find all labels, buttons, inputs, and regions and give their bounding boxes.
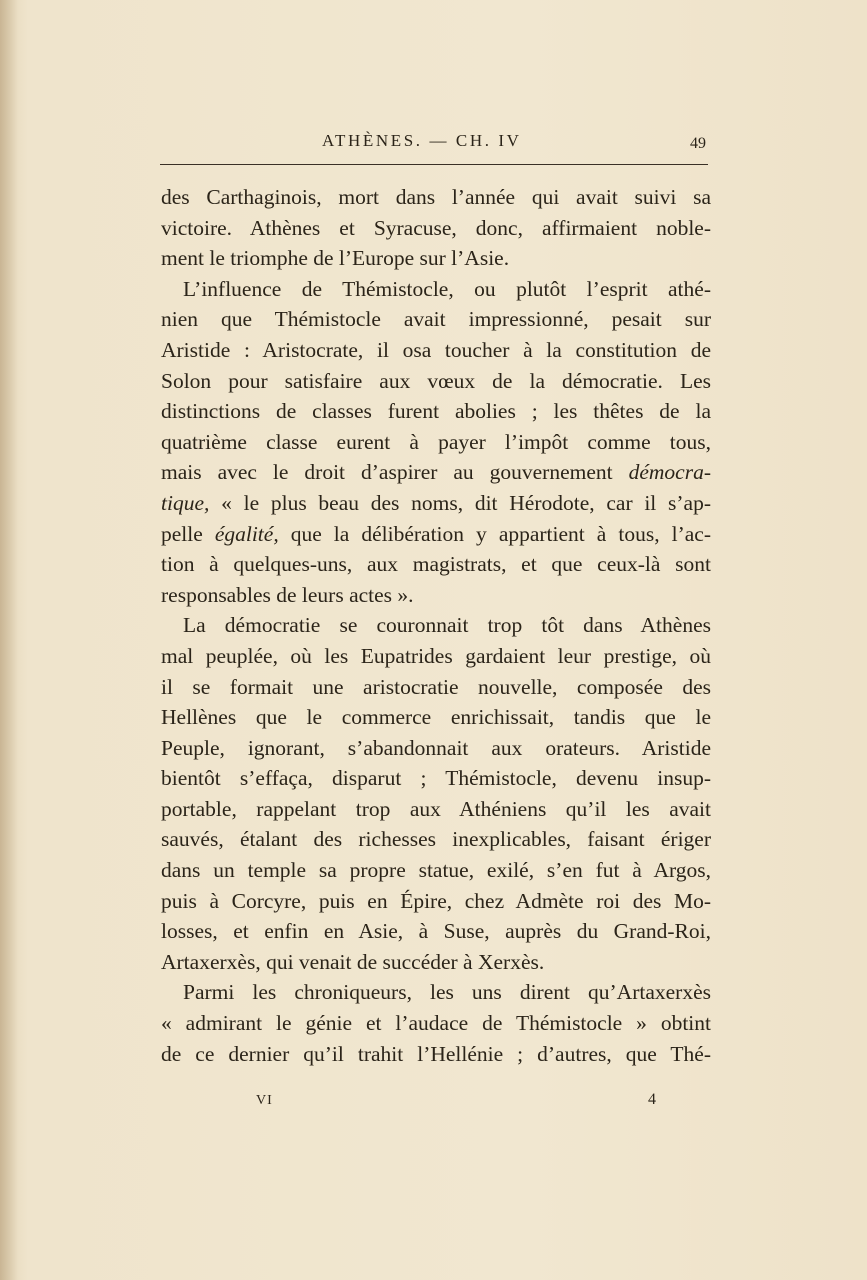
text-line: dans un temple sa propre statue, exilé, s’en fut à Argos, [161,858,711,883]
text-line: portable, rappelant trop aux Athéniens qu’il les avait [161,796,711,821]
paragraph [161,977,711,1069]
text-line: responsables de leurs actes ». [161,582,414,607]
text-line: Parmi les chroniqueurs, les uns dirent qu’Artaxerxès [183,980,711,1005]
text-line: il se formait une aristocratie nouvelle, composée des [161,674,711,699]
text-line: de ce dernier qu’il trahit l’Hellénie ; d’autres, que Thé- [161,1041,711,1066]
text-line [161,457,711,488]
header-rule [160,164,708,165]
text-line: Peuple, ignorant, s’abandonnait aux orateurs. Aristide [161,735,711,760]
binding-shadow [0,0,18,1280]
running-head [160,131,710,157]
paragraph [161,182,711,274]
text-line [161,488,711,519]
text-line: Hellènes que le commerce enrichissait, tandis que le [161,705,711,730]
text-line: ment le triomphe de l’Europe sur l’Asie. [161,246,510,271]
text-line: tion à quelques-uns, aux magistrats, et que ceux-là sont [161,552,711,577]
line-roman: mais avec le droit d’aspirer au gouvernement [161,460,629,485]
text-line: Solon pour satisfaire aux vœux de la démocratie. Les [161,368,711,393]
text-line: L’influence de Thémistocle, ou plutôt l’esprit athé- [183,276,711,301]
line-italic: tique, [161,490,210,515]
text-line [161,519,711,550]
text-line: Aristide : Aristocrate, il osa toucher à la constitution de [161,337,711,362]
body-text [161,182,711,1069]
text-line: distinctions de classes furent abolies ; les thêtes de la [161,399,711,424]
line-italic: démocra- [628,460,711,485]
text-line: losses, et enfin en Asie, à Suse, auprès du Grand-Roi, [161,919,711,944]
page-footer [240,1093,660,1117]
text-line: nien que Thémistocle avait impressionné, pesait sur [161,307,711,332]
signature-mark: VI [256,1093,273,1108]
running-title: ATHÈNES. — CH. IV [322,131,522,150]
text-line: bientôt s’effaça, disparut ; Thémistocle, devenu insup- [161,766,711,791]
page-number: 49 [690,135,706,152]
text-line: quatrième classe eurent à payer l’impôt comme tous, [161,429,711,454]
paragraph [161,274,711,611]
line-roman: « le plus beau des noms, dit Hérodote, car il s’ap- [209,490,711,515]
text-line: puis à Corcyre, puis en Épire, chez Admète roi des Mo- [161,888,711,913]
paragraph [161,610,711,977]
folio-number: 4 [648,1091,656,1108]
line-roman: pelle [161,521,215,546]
text-line: Artaxerxès, qui venait de succéder à Xerxès. [161,949,545,974]
text-line: sauvés, étalant des richesses inexplicables, faisant ériger [161,827,711,852]
text-line: mal peuplée, où les Eupatrides gardaient leur prestige, où [161,643,711,668]
line-italic: égalité, [214,521,279,546]
line-roman: que la délibération y appartient à tous, l’ac- [278,521,711,546]
text-line: La démocratie se couronnait trop tôt dans Athènes [183,613,711,638]
text-line: victoire. Athènes et Syracuse, donc, affirmaient noble- [161,215,711,240]
text-line: des Carthaginois, mort dans l’année qui avait suivi sa [161,185,711,209]
text-line: « admirant le génie et l’audace de Thémistocle » obtint [161,1011,711,1036]
